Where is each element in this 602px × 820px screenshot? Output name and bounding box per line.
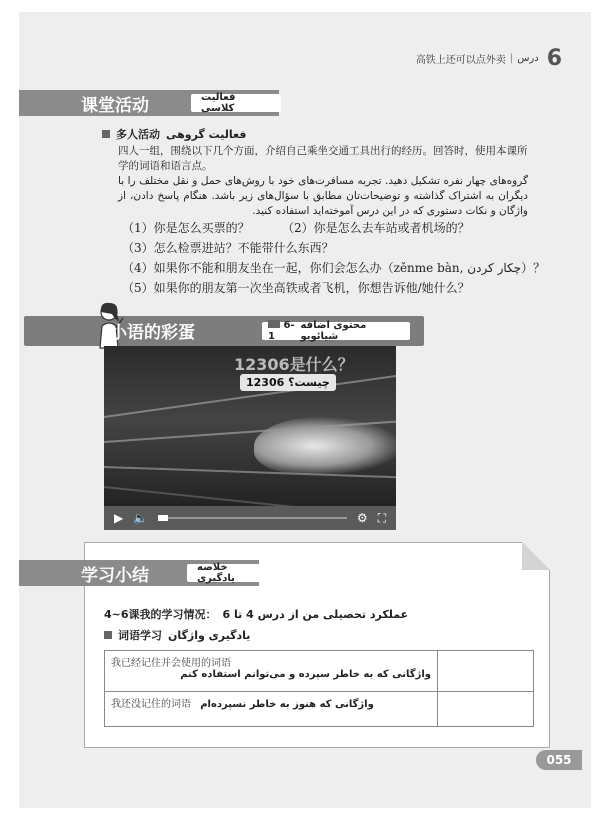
settings-icon[interactable]: ⚙ [356,511,368,525]
instructions-cn: 四人一组，围绕以下几个方面，介绍自己乘坐交通工具出行的经历。回答时，使用本课所学的词语和语言点。 [118,145,528,172]
video-controls [104,506,396,530]
summary-title: 学习小结 [81,565,149,586]
lesson-title: 高铁上还可以点外卖 [415,55,506,66]
volume-icon[interactable]: 🔈 [133,511,149,525]
instructions-fa: گروه‌های چهار نفره تشکیل دهید. تجربه مسافرت‌های خود با روش‌های حمل و نقل مختلف را با دیگران به اشتراک گذاشته و توضیحات‌تان مطابق با سؤال‌های زیر باشد. هنگام پاسخ دادن، از واژگان و نکات دستوری که در این درس آموخته‌اید استفاده کنید. [118,175,528,217]
row-label-fa: واژگانی که به خاطر سپرده و می‌توانم استفاده کنم [180,669,431,680]
progress-bar[interactable] [158,517,347,519]
row-value-cell[interactable] [438,651,534,692]
group-activity-subhead: 多人活动 فعالیت گروهی [102,126,246,142]
play-icon[interactable]: ▶ [114,511,124,525]
video-player[interactable] [104,346,396,530]
question-3: （3）怎么检票进站？不能带什么东西？ [122,241,334,255]
class-activity-title: 课堂活动 [81,95,149,116]
summary-tag: خلاصه یادگیری [187,564,277,582]
question-5: （5）如果你的朋友第一次坐高铁或者飞机，你想告诉他/她什么？ [122,281,470,295]
row-label-cn: 我已经记住并会使用的词语 [111,658,231,669]
square-bullet-icon [104,631,112,639]
video-title-fa: 12306 چیست؟ [240,374,336,391]
fullscreen-icon[interactable]: ⛶ [377,510,386,525]
video-code: 6-1 [268,320,295,342]
easter-egg-tag [262,322,410,340]
page-fold-corner [522,542,550,570]
vocab-subhead: 词语学习 یادگیری واژگان [104,627,250,643]
question-2: （2）你是怎么去车站或者机场的？ [282,221,470,235]
class-activity-tag: فعالیت کلاسی [191,94,281,112]
class-activity-banner [19,90,279,116]
lesson-number: 6 [546,46,562,71]
lesson-label: درس [517,53,539,64]
table-row [105,692,534,727]
row-value-cell[interactable] [438,692,534,727]
page-number: 055 [536,750,582,770]
square-bullet-icon [102,130,110,138]
train-image [254,416,396,476]
vocab-table [104,650,534,727]
question-1: （1）你是怎么买票的？ [122,221,250,235]
easter-egg-tag-label: محتوی اضافه شیائویو [300,320,367,342]
question-4: （4）如果你不能和朋友坐在一起，你们会怎么办（zěnme bàn, چکار کردن）？ [122,261,546,275]
page-header: 高铁上还可以点外卖 | درس 6 [415,46,562,71]
video-icon [268,320,280,328]
row-label-cn: 我还没记住的词语 [111,699,191,710]
progress-line: 4~6课我的学习情况： عملکرد تحصیلی من از درس 4 تا 6 [104,607,409,621]
table-row [105,651,534,692]
easter-egg-title: 小语的彩蛋 [110,323,195,343]
video-title-cn: 12306是什么？ [234,355,354,374]
row-label-fa: واژگانی که هنوز به خاطر نسپرده‌ام [200,699,374,710]
summary-banner [19,560,259,586]
